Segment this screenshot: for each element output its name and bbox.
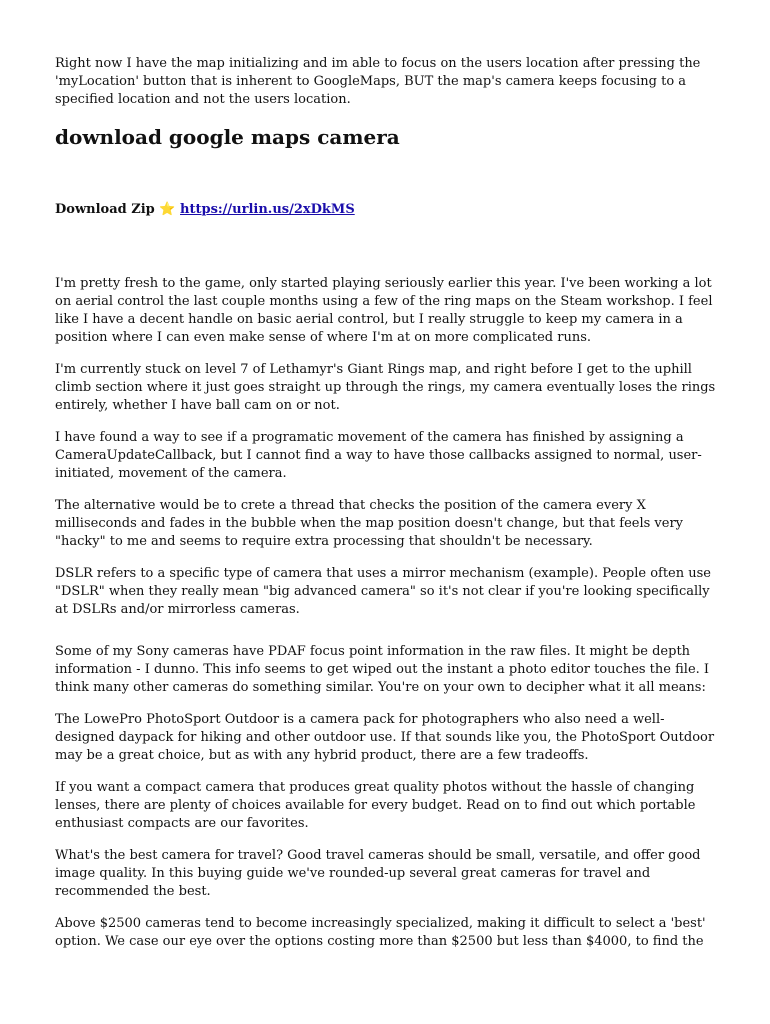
document-page	[55, 55, 717, 965]
download-line	[55, 201, 717, 219]
body-paragraph-10: Above $2500 cameras tend to become increasingly specialized, making it difficult to select a 'best' option. We case our eye over the options costing more than $2500 but less than $4000, to find the	[55, 916, 706, 949]
star-icon: ⭐	[159, 202, 176, 217]
body-paragraph-4: The alternative would be to crete a thread that checks the position of the camera every X milliseconds and fades in the bubble when the map position doesn't change, but that feels very "hacky" to me and seems to require extra processing that shouldn't be necessary.	[55, 498, 684, 549]
page-title: download google maps camera	[55, 125, 400, 149]
body-paragraph-1: I'm pretty fresh to the game, only started playing seriously earlier this year. I've been working a lot on aerial control the last couple months using a few of the ring maps on the Steam workshop. I feel like I have a decent handle on basic aerial control, but I really struggle to keep my camera in a position where I can even make sense of where I'm at on more complicated runs.	[55, 276, 713, 345]
body-paragraph-9: What's the best camera for travel? Good travel cameras should be small, versatile, and offer good image quality. In this buying guide we've rounded-up several great cameras for travel and recommended the best.	[55, 848, 701, 899]
body-paragraph-5: DSLR refers to a specific type of camera that uses a mirror mechanism (example). People often use "DSLR" when they really mean "big advanced camera" so it's not clear if you're looking specifically at DSLRs and/or mirrorless cameras.	[55, 566, 711, 617]
download-link[interactable]: https://urlin.us/2xDkMS	[180, 202, 355, 217]
download-label: Download Zip	[55, 202, 155, 217]
body-paragraph-6: Some of my Sony cameras have PDAF focus point information in the raw files. It might be depth information - I dunno. This info seems to get wiped out the instant a photo editor touches the file. I think many other cameras do something similar. You're on your own to decipher what it all means:	[55, 644, 710, 695]
body-paragraph-8: If you want a compact camera that produces great quality photos without the hassle of changing lenses, there are plenty of choices available for every budget. Read on to find out which portable enthusiast compacts are our favorites.	[55, 780, 696, 831]
body-paragraph-2: I'm currently stuck on level 7 of Lethamyr's Giant Rings map, and right before I get to the uphill climb section where it just goes straight up through the rings, my camera eventually loses the rings entirely, whether I have ball cam on or not.	[55, 362, 716, 413]
intro-paragraph: Right now I have the map initializing and im able to focus on the users location after pressing the 'myLocation' button that is inherent to GoogleMaps, BUT the map's camera keeps focusing to a specified location and not the users location.	[55, 56, 701, 107]
body-paragraph-7: The LowePro PhotoSport Outdoor is a camera pack for photographers who also need a well-designed daypack for hiking and other outdoor use. If that sounds like you, the PhotoSport Outdoor may be a great choice, but as with any hybrid product, there are a few tradeoffs.	[55, 712, 715, 763]
spacer	[55, 219, 717, 275]
body-paragraph-3: I have found a way to see if a programatic movement of the camera has finished by assigning a CameraUpdateCallback, but I cannot find a way to have those callbacks assigned to normal, user-initiated, movement of the camera.	[55, 430, 702, 481]
